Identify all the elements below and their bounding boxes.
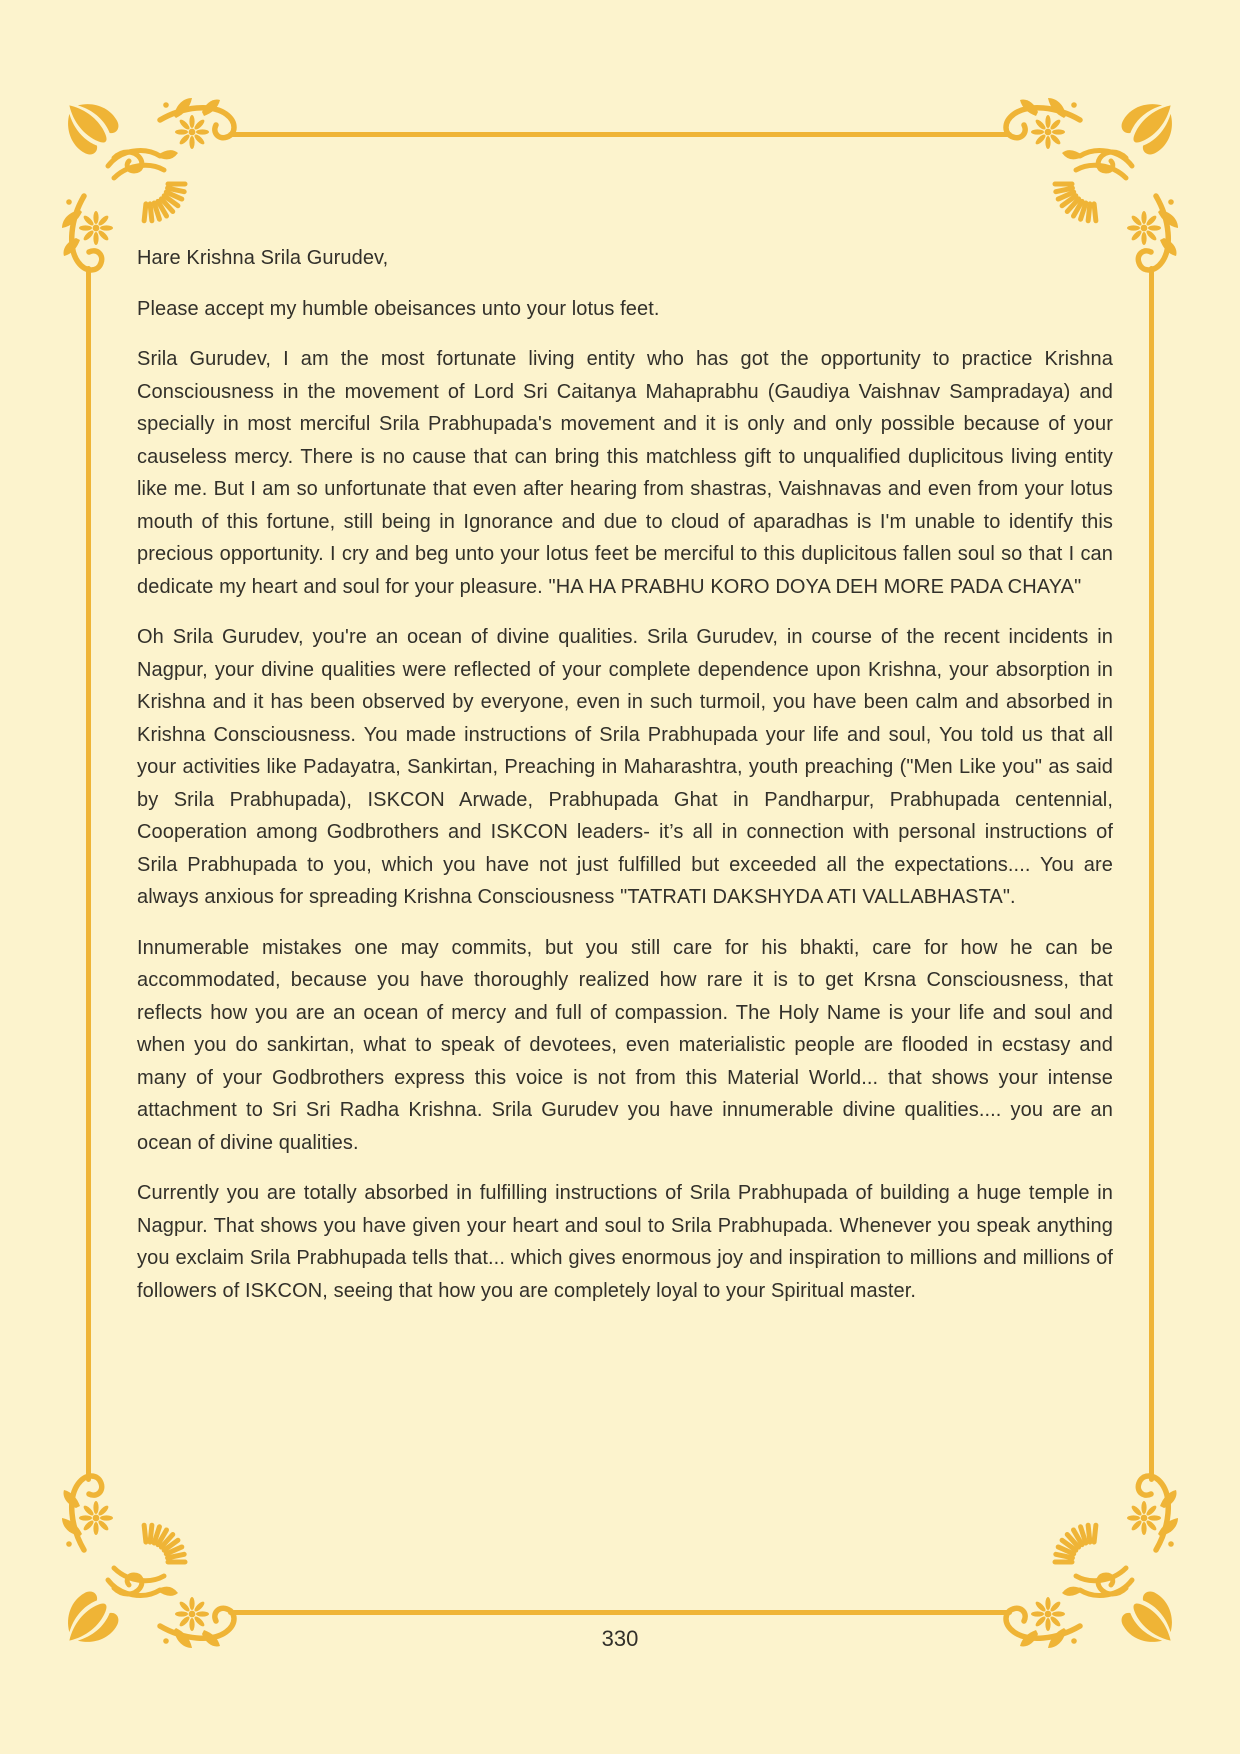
floral-corner-ornament-bottom-left — [56, 1454, 246, 1654]
page-number: 330 — [601, 1626, 639, 1651]
letter-body — [137, 242, 1113, 1325]
letter-obeisance-line: Please accept my humble obeisances unto your lotus feet. — [137, 297, 660, 320]
frame-line-top — [228, 132, 1012, 137]
floral-corner-ornament-bottom-right — [994, 1454, 1184, 1654]
letter-paragraph: Innumerable mistakes one may commits, but you still care for his bhakti, care for how he can be accommodated, because you have thoroughly realized how rare it is to get Krsna Consciousness, that reflects how you are an ocean of mercy and full of compassion. The Holy Name is your life and soul and when you do sankirtan, what to speak of devotees, even materialistic people are flooded in ecstasy and many of your Godbrothers express this voice is not from this Material World... that shows your intense attachment to Sri Sri Radha Krishna. Srila Gurudev you have innumerable divine qualities.... you are an ocean of divine qualities. — [137, 936, 1113, 1154]
letter-paragraph: Srila Gurudev, I am the most fortunate living entity who has got the opportunity to practice Krishna Consciousness in the movement of Lord Sri Caitanya Mahaprabhu (Gaudiya Vaishnav Sampradaya) and specially in most merciful Srila Prabhupada's movement and it is only and only possible because of your causeless mercy. There is no cause that can bring this matchless gift to unqualified duplicitous living entity like me. But I am so unfortunate that even after hearing from shastras, Vaishnavas and even from your lotus mouth of this fortune, still being in Ignorance and due to cloud of aparadhas is I'm unable to identify this precious opportunity. I cry and beg unto your lotus feet be merciful to this duplicitous fallen soul so that I can dedicate my heart and soul for your pleasure. "HA HA PRABHU KORO DOYA DEH MORE PADA CHAYA" — [137, 348, 1113, 598]
letter-paragraph: Currently you are totally absorbed in fulfilling instructions of Srila Prabhupada of building a huge temple in Nagpur. That shows you have given your heart and soul to Srila Prabhupada. Whenever you speak anything you exclaim Srila Prabhupada tells that... which gives enormous joy and inspiration to millions and millions of followers of ISKCON, seeing that how you are completely loyal to your Spiritual master. — [137, 1182, 1113, 1302]
letter-salutation: Hare Krishna Srila Gurudev, — [137, 247, 389, 269]
letter-paragraph: Oh Srila Gurudev, you're an ocean of divine qualities. Srila Gurudev, in course of the recent incidents in Nagpur, your divine qualities were reflected of your complete dependence upon Krishna, your absorption in Krishna and it has been observed by everyone, even in such turmoil, you have been calm and absorbed in Krishna Consciousness. You made instructions of Srila Prabhupada your life and soul, You told us that all your activities like Padayatra, Sankirtan, Preaching in Maharashtra, youth preaching ("Men Like you" as said by Srila Prabhupada), ISKCON Arwade, Prabhupada Ghat in Pandharpur, Prabhupada centennial, Cooperation among Godbrothers and ISKCON leaders- it’s all in connection with personal instructions of Srila Prabhupada to you, which you have not just fulfilled but exceeded all the expectations.... You are always anxious for spreading Krishna Consciousness "TATRATI DAKSHYDA ATI VALLABHASTA". — [137, 626, 1113, 908]
frame-line-right — [1149, 266, 1154, 1482]
frame-line-left — [86, 266, 91, 1482]
frame-line-bottom — [228, 1610, 1012, 1615]
